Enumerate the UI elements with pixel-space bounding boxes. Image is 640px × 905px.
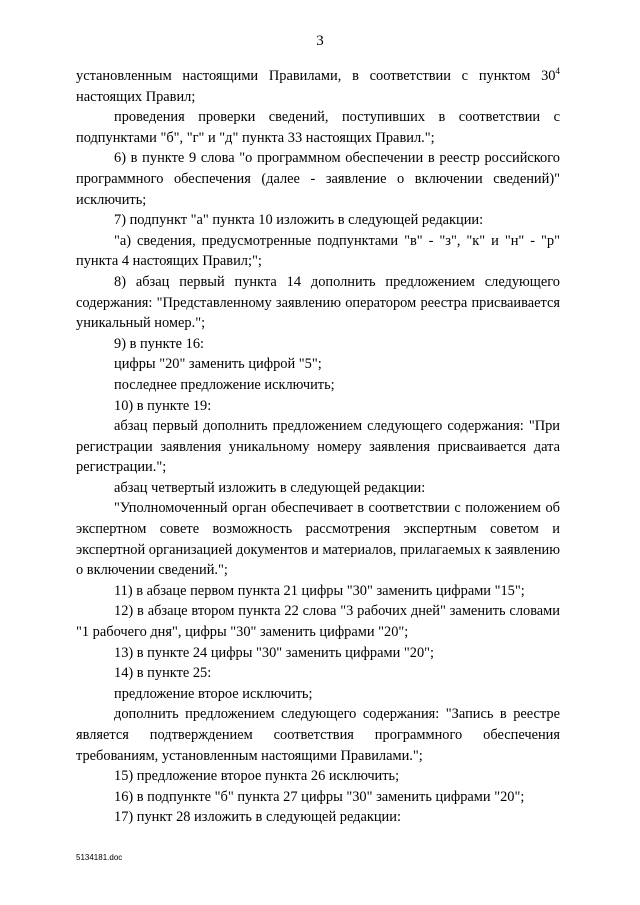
item-13: 13) в пункте 24 цифры "30" заменить цифрами "20";	[114, 644, 435, 661]
page-number: 3	[316, 33, 324, 49]
paragraph-continuation	[76, 66, 560, 107]
paragraph: цифры "20" заменить цифрой "5";	[114, 356, 322, 373]
paragraph: предложение второе исключить;	[114, 685, 313, 702]
item-11: 11) в абзаце первом пункта 21 цифры "30" заменить цифрами "15";	[114, 582, 525, 599]
paragraph-tail: настоящих Правил;	[76, 88, 196, 105]
quoted-paragraph: "Уполномоченный орган обеспечивает в соответствии с положением об экспертном совете возможность рассмотрения экспертным советом и экспертной организацией документов и материалов, прилагаемых к заявлению о включении сведений.";	[76, 500, 561, 579]
item-8: 8) абзац первый пункта 14 дополнить предложением следующего содержания: "Представленному заявлению оператором реестра присваивается уникальный номер.";	[76, 273, 560, 332]
item-17: 17) пункт 28 изложить в следующей редакции:	[114, 809, 401, 826]
paragraph: последнее предложение исключить;	[114, 376, 335, 393]
paragraph: дополнить предложением следующего содержания: "Запись в реестре является подтверждением соответствия программного обеспечения требованиям, установленным настоящими Правилами.";	[76, 706, 560, 764]
item-14: 14) в пункте 25:	[114, 665, 212, 682]
paragraph-text: установленным настоящими Правилами, в соответствии с пунктом 30	[76, 68, 556, 84]
item-15: 15) предложение второе пункта 26 исключить;	[114, 768, 400, 785]
paragraph: абзац первый дополнить предложением следующего содержания: "При регистрации заявления уникальному номеру заявления присваивается дата регистрации.";	[76, 418, 560, 476]
quoted-paragraph: "а) сведения, предусмотренные подпунктами "в" - "з", "к" и "н" - "р" пункта 4 настоящих Правил;";	[76, 232, 560, 270]
item-6: 6) в пункте 9 слова "о программном обеспечении в реестр российского программного обеспечения (далее - заявление о включении сведений)" исключить;	[76, 150, 560, 208]
item-16: 16) в подпункте "б" пункта 27 цифры "30" заменить цифрами "20";	[114, 788, 525, 805]
paragraph: абзац четвертый изложить в следующей редакции:	[114, 479, 426, 496]
superscript: 4	[555, 66, 560, 76]
item-10: 10) в пункте 19:	[114, 397, 212, 414]
paragraph: проведения проверки сведений, поступивших в соответствии с подпунктами "б", "г" и "д" пункта 33 настоящих Правил.";	[76, 109, 560, 146]
item-7: 7) подпункт "а" пункта 10 изложить в следующей редакции:	[114, 212, 484, 229]
file-name-footer: 5134181.doc	[76, 853, 123, 862]
document-body	[76, 66, 560, 828]
item-9: 9) в пункте 16:	[114, 335, 205, 352]
item-12: 12) в абзаце втором пункта 22 слова "3 рабочих дней" заменить словами "1 рабочего дня", цифры "30" заменить цифрами "20";	[76, 603, 560, 641]
